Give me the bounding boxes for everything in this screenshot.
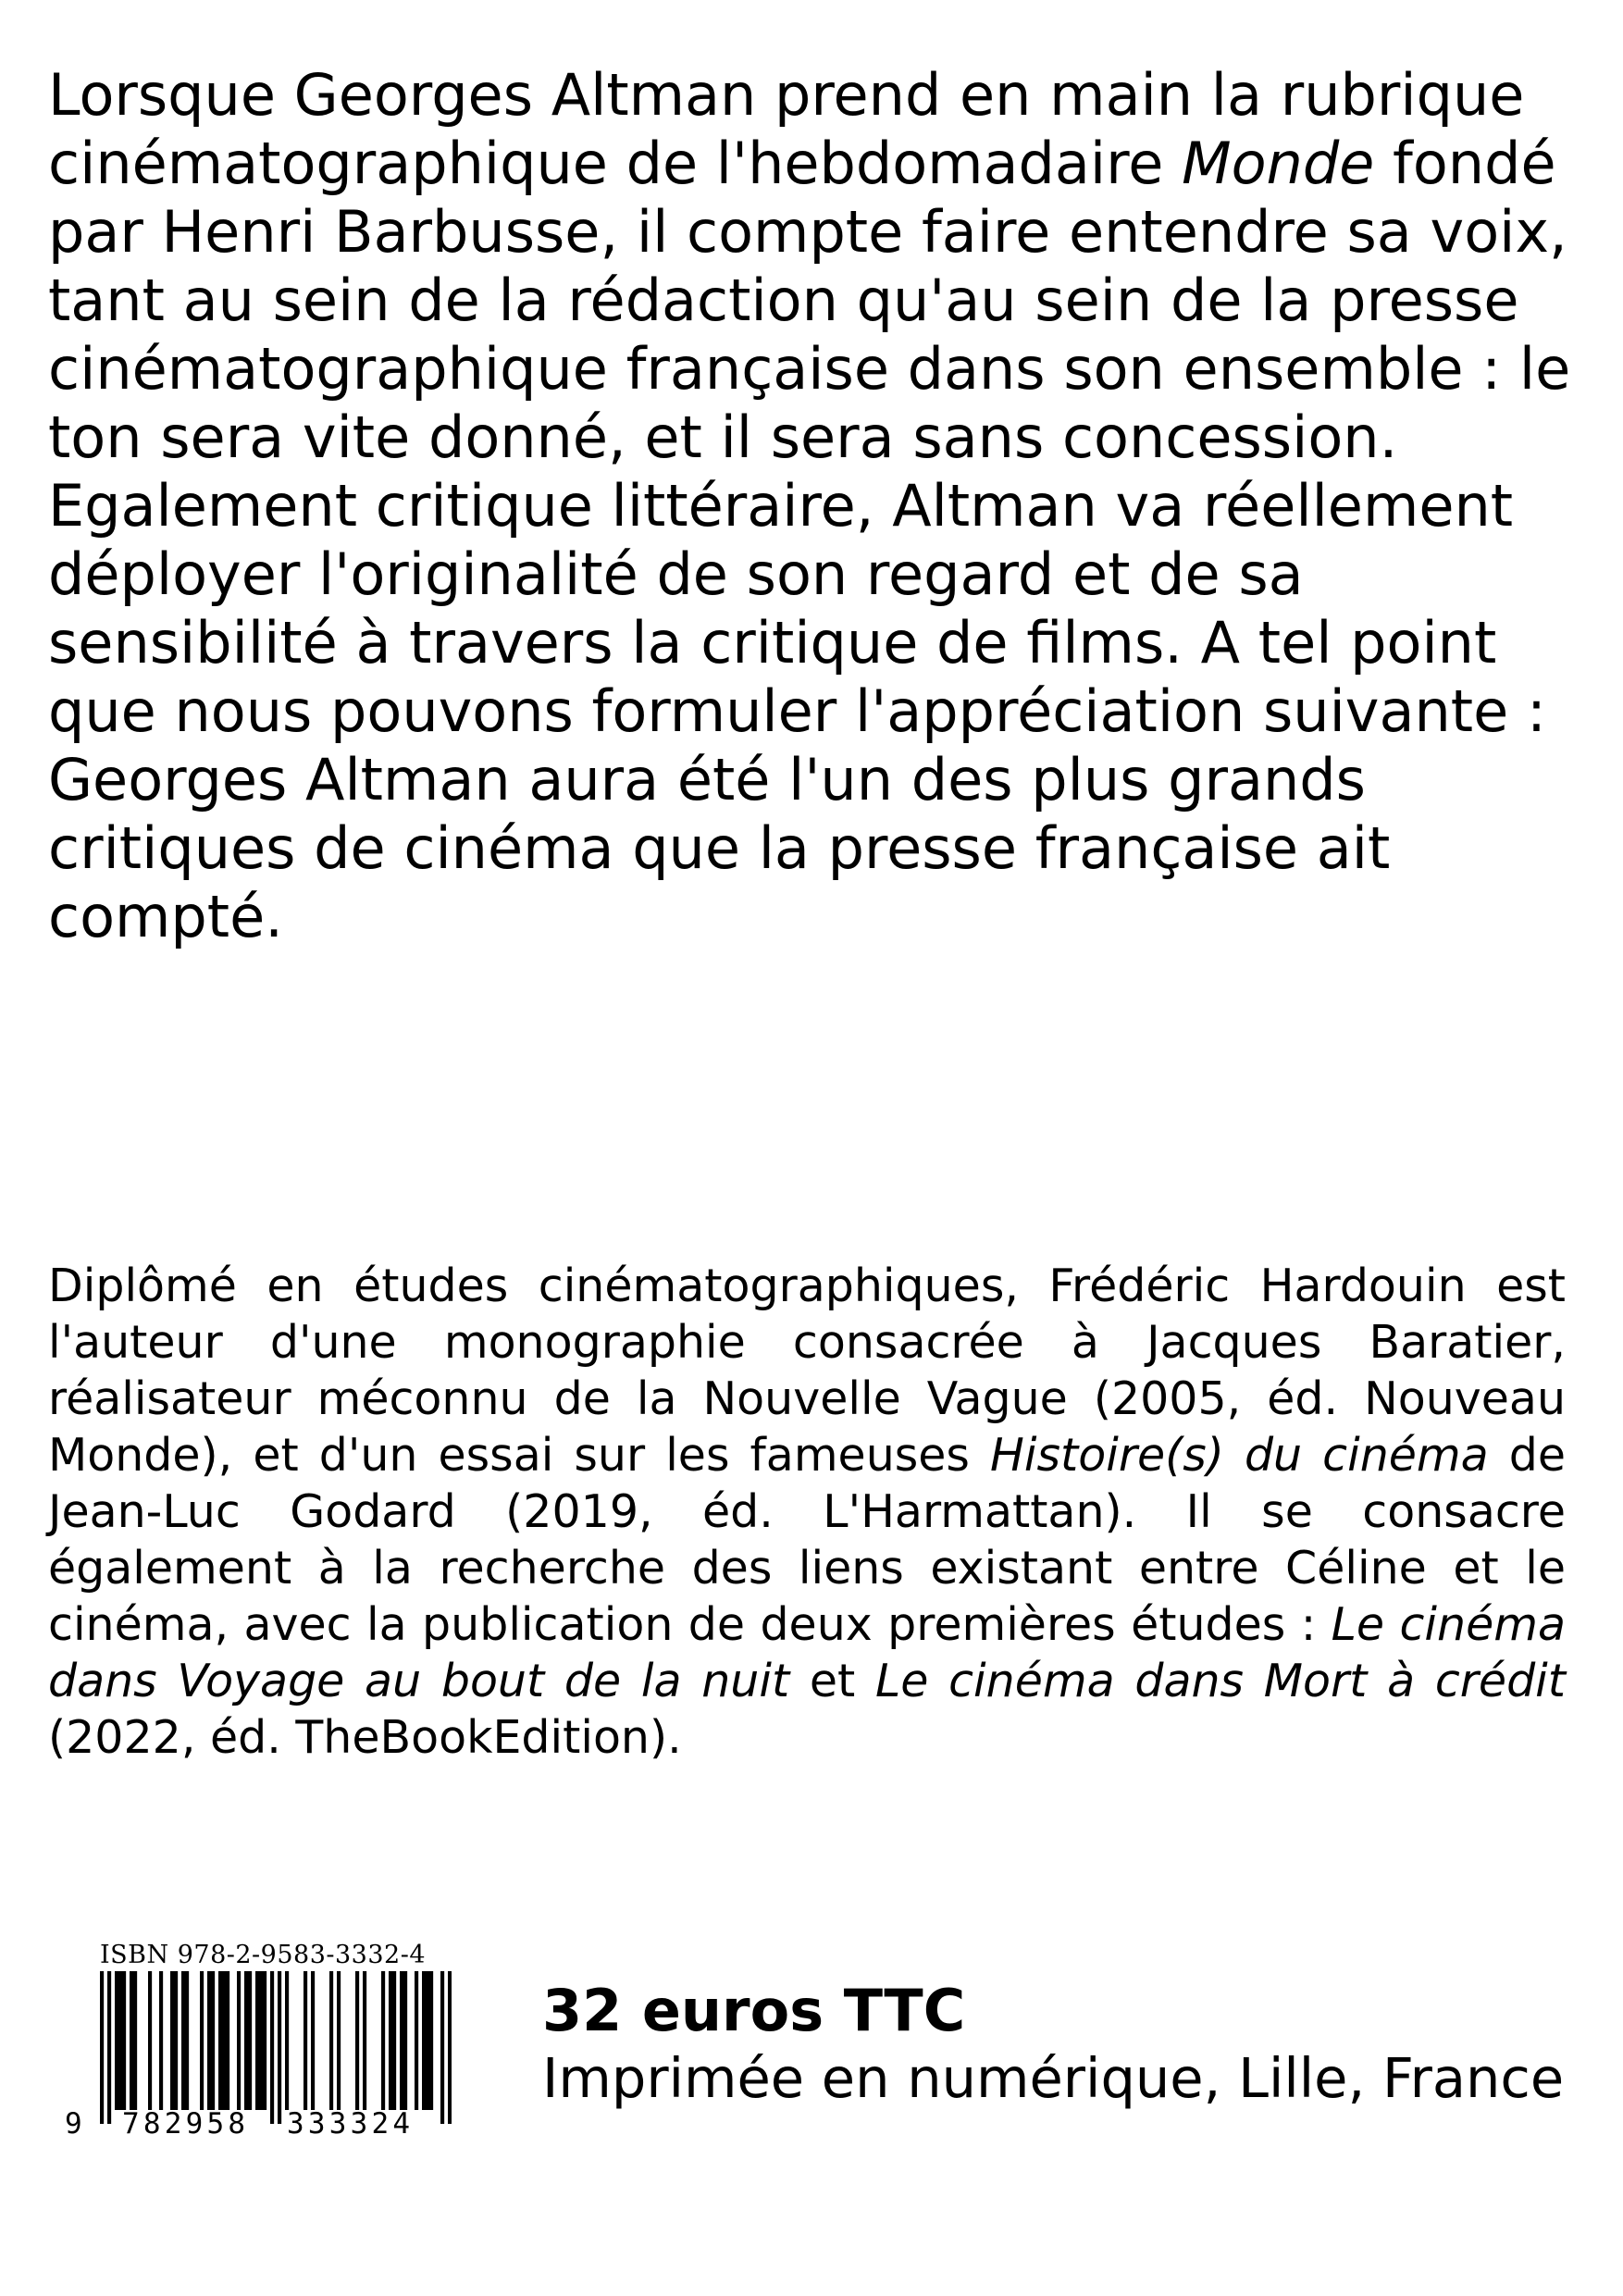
barcode-bar [355,1971,359,2110]
barcode-bar [248,1971,252,2110]
barcode-bar [363,1971,366,2110]
barcode-bar [285,1971,289,2110]
ean-digits [65,2108,453,2140]
blurb-paragraph-2: Egalement critique littéraire, Altman va réellement déployer l'originalité de son regard et de sa sensibilité à travers la critique de films. A tel point que nous pouvons formuler l'appréciation suivante : Georges Altman aura été l'un des plus grands critiques de cinéma que la presse française ait compté. [48,472,1546,950]
barcode-bar [429,1971,433,2110]
blurb-text: fondé par Henri Barbusse, il compte faire entendre sa voix, tant au sein de la rédaction qu'au sein de la presse cinématographique française dans son ensemble : le ton sera vite donné, et il sera sans concession. [48,130,1571,471]
barcode-bar [426,1971,429,2110]
barcode-bar [392,1971,396,2110]
bio-text: Diplômé en études cinématographiques, Frédéric Hardouin est l'auteur d'une monographie consacrée à Jacques Baratier, réalisateur méconnu de la Nouvelle Vague (2005, éd. Nouveau Monde), et d'un essai sur les fameuses [48,1260,1566,1482]
barcode-bar [311,1971,315,2110]
author-bio-paragraph [48,1258,1566,1766]
bio-text: de Jean-Luc Godard (2019, éd. L'Harmattan). Il se consacre également à la recherche des liens existant entre Céline et le cinéma, avec la publication de deux premières études : [48,1429,1567,1651]
barcode-bar [170,1971,174,2110]
barcode-bar [237,1971,241,2110]
price: 32 euros TTC [542,1977,966,2044]
barcode-bar [337,1971,341,2110]
printing-location: Imprimée en numérique, Lille, France [542,2046,1565,2110]
bio-text: et [789,1655,875,1707]
barcode-bar [226,1971,229,2110]
barcode-bar [133,1971,137,2110]
bio-work-title: Le cinéma dans Mort à crédit [874,1655,1566,1707]
barcode-bar [181,1971,185,2110]
barcode-bar [403,1971,407,2110]
barcode-bar [207,1971,211,2110]
barcode-bar [329,1971,333,2110]
back-cover-blurb [48,61,1584,951]
barcode-bar [211,1971,215,2110]
barcode-bar [244,1971,248,2110]
barcode-bars [100,1971,452,2124]
barcode-bar [200,1971,204,2110]
ean-right-group: 333324 [287,2107,415,2141]
barcode-bar [278,1971,281,2124]
barcode-bar [222,1971,226,2110]
barcode-bar [270,1971,274,2124]
author-bio [48,1258,1566,1766]
barcode-bar [415,1971,418,2110]
barcode-bar [185,1971,189,2110]
isbn-barcode [65,1942,453,2145]
blurb-paragraph-1 [48,61,1584,472]
barcode-bar [440,1971,444,2124]
ean-first-digit: 9 [65,2107,82,2141]
barcode-bar [259,1971,263,2110]
bio-text: (2022, éd. TheBookEdition). [48,1711,682,1764]
barcode-bar [159,1971,163,2110]
blurb-text: Lorsque Georges Altman prend en main la rubrique cinématographique de l'hebdomadaire [48,61,1525,197]
barcode-bar [118,1971,122,2110]
barcode-bar [255,1971,259,2110]
journal-title: Monde [1182,130,1375,197]
barcode-bar [381,1971,385,2110]
barcode-bar [422,1971,426,2110]
ean-left-group: 782958 [122,2107,250,2141]
barcode-bar [304,1971,307,2110]
barcode-bar [130,1971,133,2110]
barcode-bar [448,1971,452,2124]
bio-work-title: Histoire(s) du cinéma [990,1429,1489,1482]
isbn-label: ISBN 978-2-9583-3332-4 [100,1941,427,1969]
barcode-bar [389,1971,392,2110]
barcode-bar [115,1971,118,2110]
barcode-bar [400,1971,403,2110]
barcode-bar [100,1971,104,2124]
barcode-bar [263,1971,266,2110]
barcode-bar [107,1971,111,2124]
bio-work-title: Le cinéma dans Voyage au bout de la nuit [48,1598,1566,1707]
barcode-bar [148,1971,152,2110]
barcode-bar [174,1971,178,2110]
barcode-bar [218,1971,222,2110]
barcode-bar [122,1971,126,2110]
